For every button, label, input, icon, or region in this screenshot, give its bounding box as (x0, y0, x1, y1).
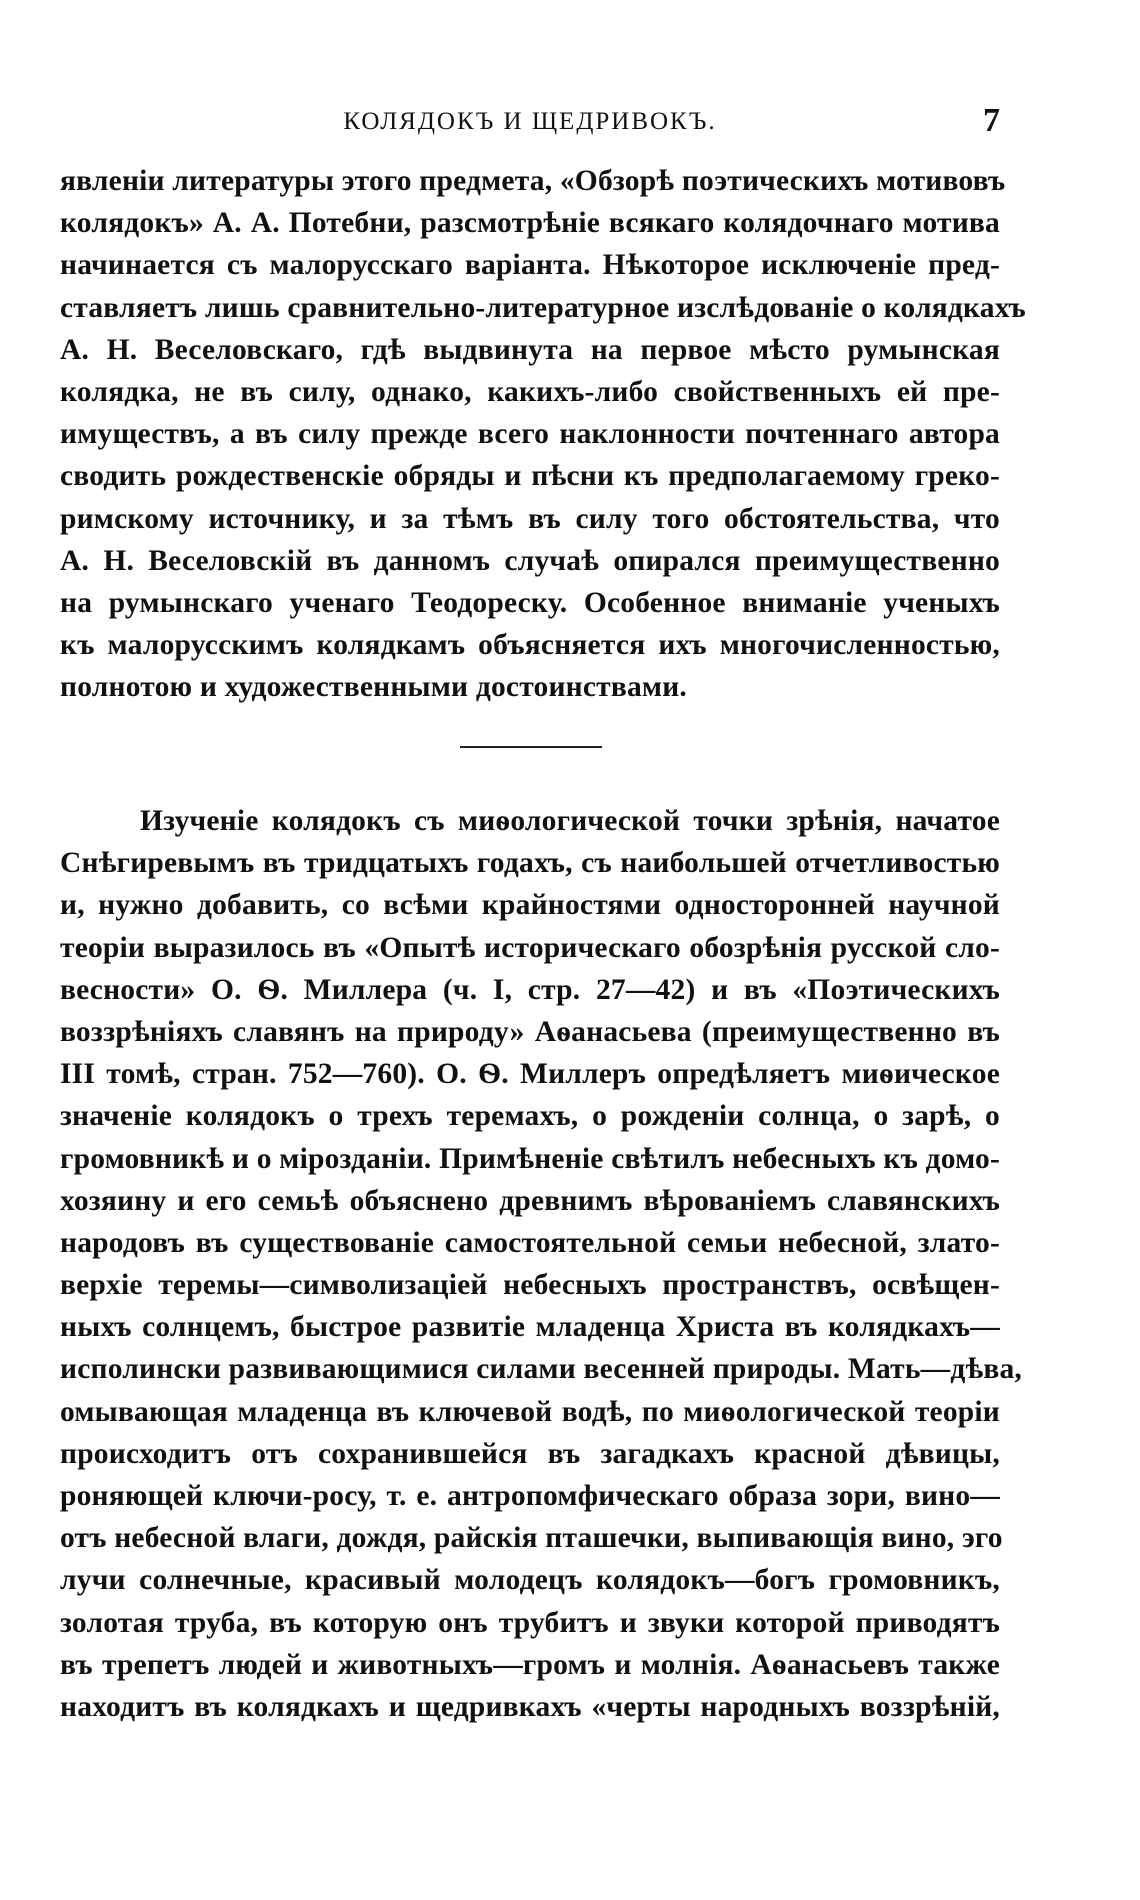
text-line: громовникѣ и о мірозданіи. Примѣненіе свѣтилъ небесныхъ къ домо- (60, 1142, 1000, 1175)
text-line: колядка, не въ силу, однако, какихъ-либо свойственныхъ ей пре- (60, 375, 1000, 408)
text-line: значеніе колядокъ о трехъ теремахъ, о рожденіи солнца, о зарѣ, о (60, 1100, 1000, 1133)
text-line: ныхъ солнцемъ, быстрое развитіе младенца Христа въ колядкахъ— (60, 1311, 1000, 1344)
text-line: полнотою и художественными достоинствами. (60, 671, 687, 704)
text-line: Изученіе колядокъ съ миѳологической точки зрѣнія, начатое (140, 805, 1000, 837)
text-line: омывающая младенца въ ключевой водѣ, по миѳологической теоріи (60, 1395, 1000, 1428)
text-line: исполински развивающимися силами весенней природы. Мать—дѣва, (60, 1353, 1023, 1386)
text-line: Снѣгиревымъ въ тридцатыхъ годахъ, съ наибольшей отчетливостью (60, 847, 1000, 880)
text-line: верхіе теремы—символизаціей небесныхъ пространствъ, освѣщен- (60, 1269, 1000, 1302)
text-line: теоріи выразилось въ «Опытѣ историческаго обозрѣнія русской сло- (60, 931, 1000, 964)
paragraph-1 (60, 160, 1026, 708)
text-line: на румынскаго ученаго Теодореску. Особенное вниманіе ученыхъ (60, 586, 1000, 619)
running-head (60, 102, 1000, 148)
text-line: имуществъ, а въ силу прежде всего наклонности почтеннаго автора (60, 418, 1000, 451)
text-line: А. Н. Веселовскаго, гдѣ выдвинута на первое мѣсто румынская (60, 333, 1000, 366)
text-line: происходитъ отъ сохранившейся въ загадкахъ красной дѣвицы, (60, 1437, 1000, 1470)
text-line: золотая труба, въ которую онъ трубитъ и звуки которой приводятъ (60, 1606, 1000, 1639)
text-line: ставляетъ лишь сравнительно-литературное изслѣдованіе о колядкахъ (60, 291, 1026, 324)
text-line: отъ небесной влаги, дождя, райскія пташечки, выпивающія вино, эго (60, 1522, 1003, 1555)
text-line: начинается съ малорусскаго варіанта. Нѣкоторое исключеніе пред- (60, 249, 1000, 282)
text-line: хозяину и его семьѣ объяснено древнимъ вѣрованіемъ славянскихъ (60, 1184, 1000, 1217)
text-line: въ трепетъ людей и животныхъ—громъ и молнія. Аѳанасьевъ также (60, 1648, 1000, 1681)
paragraph-2 (60, 800, 1023, 1728)
text-line: роняющей ключи-росу, т. е. антропомфическаго образа зори, вино— (60, 1480, 1000, 1512)
text-line: весности» О. Ѳ. Миллера (ч. I, стр. 27—42) и въ «Поэтическихъ (60, 973, 1000, 1006)
text-line: сводить рождественскіе обряды и пѣсни къ предполагаемому греко- (60, 460, 1000, 493)
text-line: воззрѣніяхъ славянъ на природу» Аѳанасьева (преимущественно въ (60, 1015, 1000, 1048)
page-number: 7 (983, 102, 1000, 139)
text-line: находитъ въ колядкахъ и щедривкахъ «черты народныхъ воззрѣній, (60, 1690, 1000, 1723)
text-line: народовъ въ существованіе самостоятельной семьи небесной, злато- (60, 1226, 1000, 1259)
running-title: КОЛЯДОКЪ И ЩЕДРИВОКЪ. (343, 108, 717, 135)
text-line: и, нужно добавить, со всѣми крайностями односторонней научной (60, 889, 1000, 922)
text-line: III томѣ, стран. 752—760). О. Ѳ. Миллеръ опредѣляетъ миѳическое (60, 1058, 1000, 1091)
text-line: лучи солнечные, красивый молодецъ колядокъ—богъ громовникъ, (60, 1564, 1000, 1597)
text-line: явленіи литературы этого предмета, «Обзорѣ поэтическихъ мотивовъ (60, 165, 1006, 197)
text-line: къ малорусскимъ колядкамъ объясняется ихъ многочисленностью, (60, 629, 1000, 662)
section-separator (460, 746, 602, 748)
text-line: колядокъ» А. А. Потебни, разсмотрѣніе всякаго колядочнаго мотива (60, 207, 1000, 240)
text-line: А. Н. Веселовскій въ данномъ случаѣ опирался преимущественно (60, 544, 1000, 577)
text-line: римскому источнику, и за тѣмъ въ силу того обстоятельства, что (60, 502, 1000, 535)
